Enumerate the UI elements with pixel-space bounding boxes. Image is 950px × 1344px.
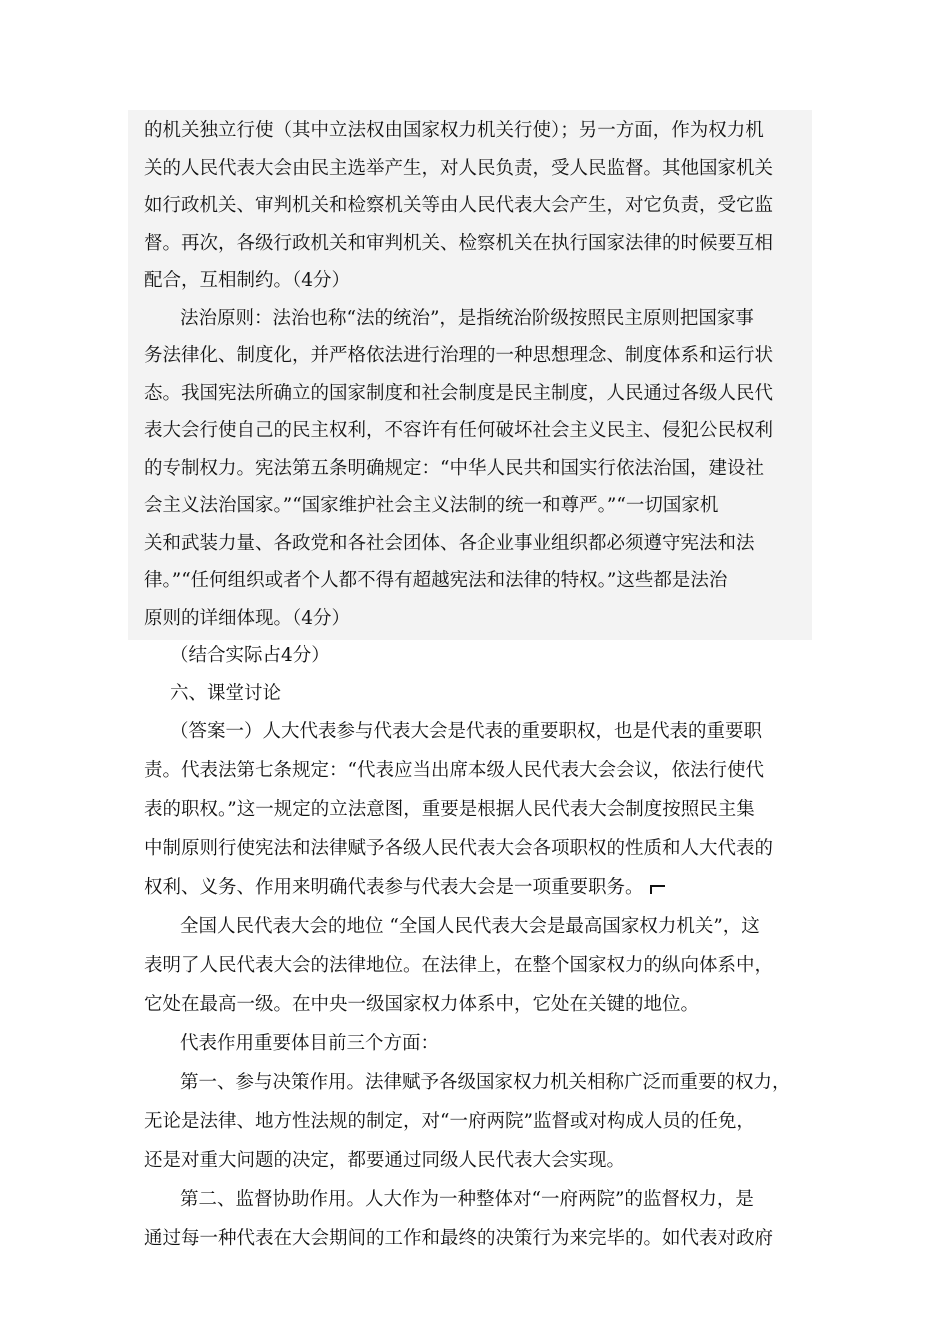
- text-line: 还是对重大问题的决定，都要通过同级人民代表大会实现。: [144, 1150, 626, 1171]
- text-line: 表明了人民代表大会的法律地位。在法律上，在整个国家权力的纵向体系中，: [144, 955, 774, 976]
- text-line: 如行政机关、审判机关和检察机关等由人民代表大会产生，对它负责，受它监: [144, 195, 774, 216]
- paragraph-representative-roles: [144, 1024, 824, 1063]
- text-line: （结合实际占4分）: [170, 645, 330, 666]
- text-line: 第一、参与决策作用。法律赋予各级国家权力机关相称广泛而重要的权力，: [180, 1072, 791, 1093]
- section-heading-class-discussion: [144, 675, 824, 713]
- text-line: 代表作用重要体目前三个方面：: [180, 1033, 440, 1054]
- paragraph-second-role: [144, 1180, 824, 1258]
- text-line: 六、课堂讨论: [170, 682, 282, 704]
- text-line: 全国人民代表大会的地位 “全国人民代表大会是最高国家权力机关”，这: [180, 916, 760, 937]
- text-line: 中制原则行使宪法和法律赋予各级人民代表大会各项职权的性质和人大代表的: [144, 838, 774, 859]
- paragraph-practice-score: [144, 637, 824, 675]
- paragraph-first-role: [144, 1063, 824, 1180]
- break-mark-icon: [648, 881, 668, 895]
- text-line: 原则的详细体现。（4分）: [144, 607, 351, 629]
- paragraph-answer-one: [144, 712, 824, 907]
- text-line: 的机关独立行使（其中立法权由国家权力机关行使）；另一方面，作为权力机: [144, 120, 764, 141]
- text-line: 表大会行使自己的民主权利，不容许有任何破坏社会主义民主、侵犯公民权利: [144, 420, 774, 441]
- text-line-content: 权利、义务、作用来明确代表参与代表大会是一项重要职务。: [144, 877, 644, 898]
- text-line: 配合，互相制约。（4分）: [144, 270, 351, 291]
- text-line: 表的职权。”这一规定的立法意图，重要是根据人民代表大会制度按照民主集: [144, 799, 755, 820]
- text-line: 关和武装力量、各政党和各社会团体、各企业事业组织都必须遵守宪法和法: [144, 532, 755, 554]
- paragraph-rule-of-law: [144, 300, 824, 638]
- text-line: 的专制权力。宪法第五条明确规定：“中华人民共和国实行依法治国，建设社: [144, 457, 764, 479]
- paragraph-checks-and-balances: [144, 112, 824, 300]
- text-line: 律。”“任何组织或者个人都不得有超越宪法和法律的特权。”这些都是法治: [144, 570, 728, 591]
- text-line: 它处在最高一级。在中央一级国家权力体系中，它处在关键的地位。: [144, 994, 700, 1015]
- text-line: 责。代表法第七条规定：“代表应当出席本级人民代表大会会议，依法行使代: [144, 760, 764, 781]
- paragraph-npc-status: [144, 907, 824, 1024]
- text-line: 第二、监督协助作用。人大作为一种整体对“一府两院”的监督权力，是: [180, 1189, 754, 1210]
- text-line: 关的人民代表大会由民主选举产生，对人民负责，受人民监督。其他国家机关: [144, 157, 774, 179]
- text-line: 法治原则：法治也称“法的统治”，是指统治阶级按照民主原则把国家事: [180, 307, 754, 329]
- text-line: （答案一）人大代表参与代表大会是代表的重要职权，也是代表的重要职: [170, 721, 763, 742]
- text-line: 无论是法律、地方性法规的制定，对“一府两院”监督或对构成人员的任免，: [144, 1111, 755, 1132]
- document-body: [144, 112, 824, 1258]
- text-line: 督。再次，各级行政机关和审判机关、检察机关在执行国家法律的时候要互相: [144, 232, 774, 254]
- text-line: 通过每一种代表在大会期间的工作和最终的决策行为来完毕的。如代表对政府: [144, 1228, 774, 1249]
- text-line: 会主义法治国家。”“国家维护社会主义法制的统一和尊严。”“一切国家机: [144, 495, 719, 516]
- text-line: [144, 868, 824, 907]
- text-line: 态。我国宪法所确立的国家制度和社会制度是民主制度，人民通过各级人民代: [144, 382, 774, 404]
- text-line: 务法律化、制度化，并严格依法进行治理的一种思想理念、制度体系和运行状: [144, 345, 774, 366]
